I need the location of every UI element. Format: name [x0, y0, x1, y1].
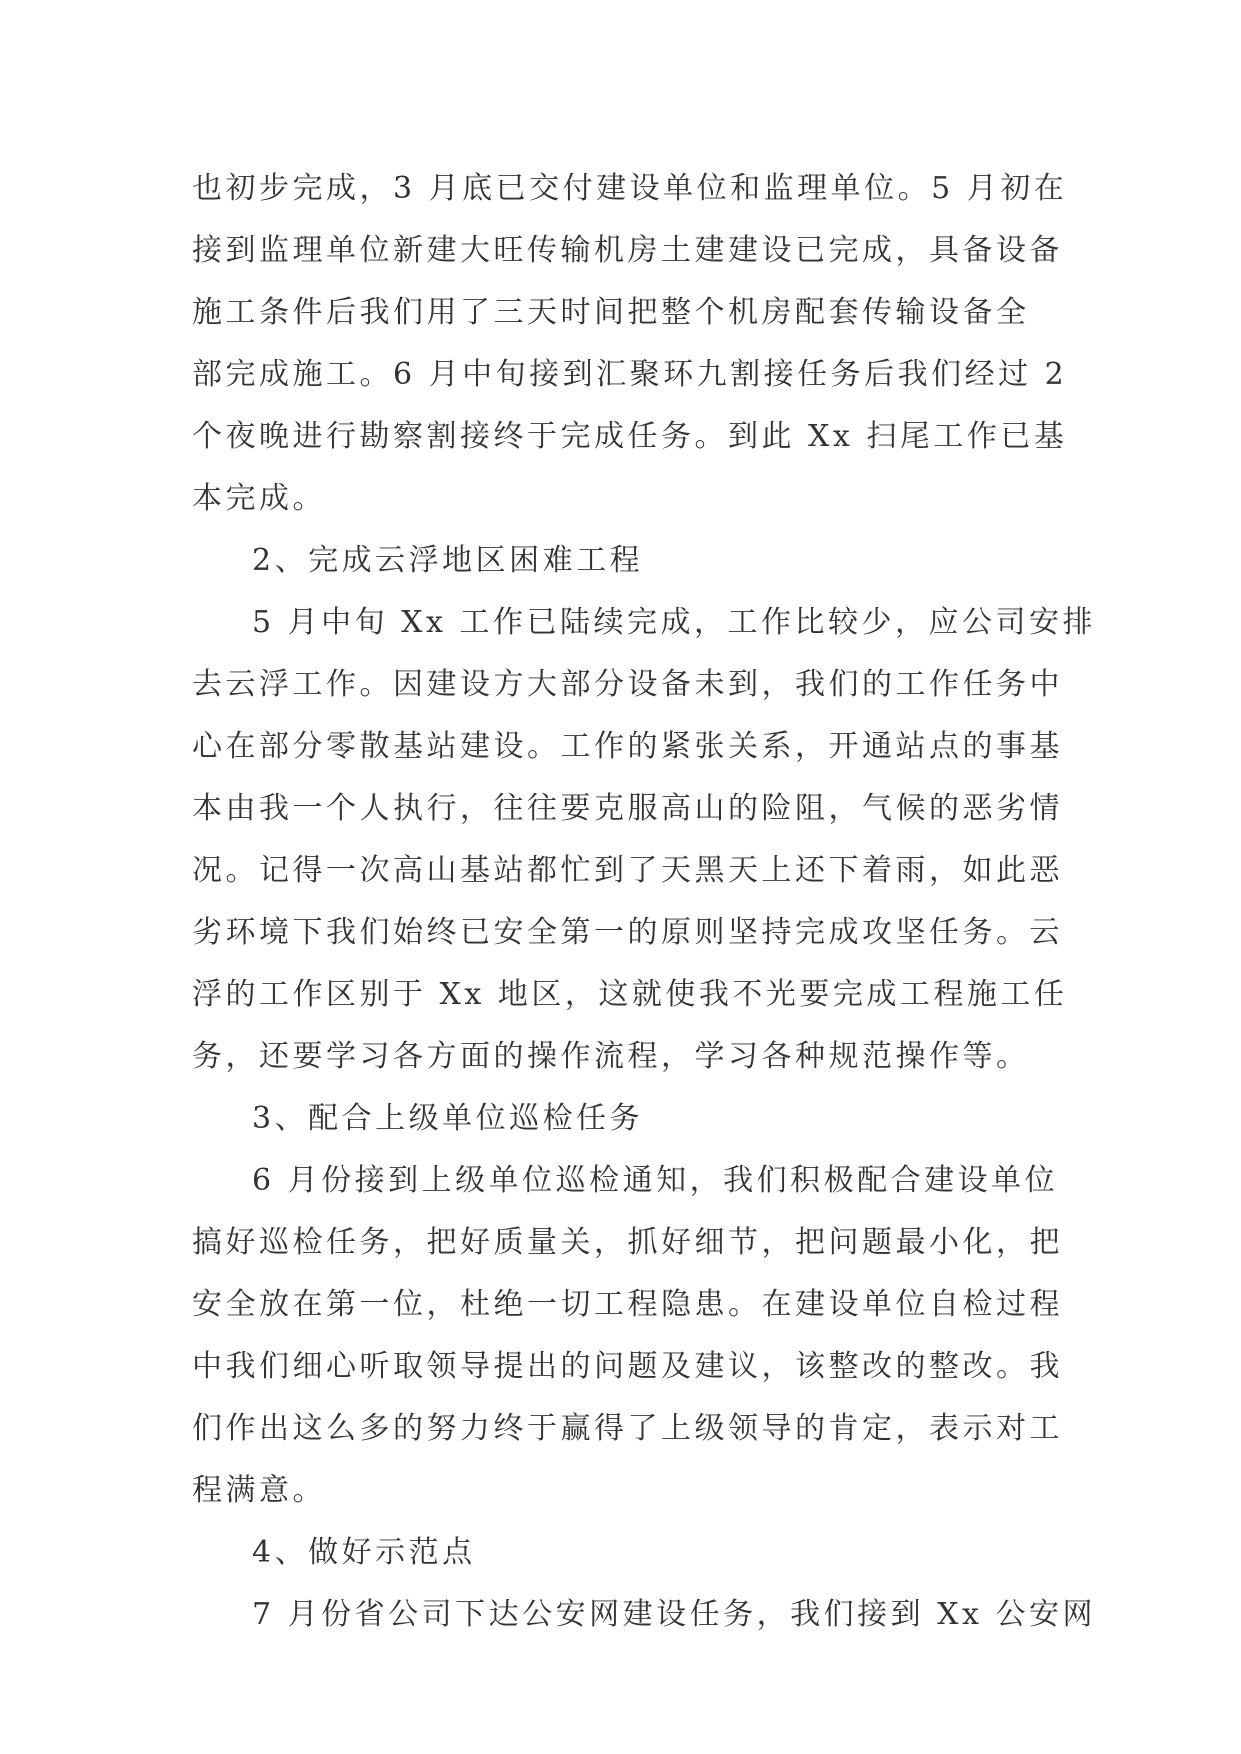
- text-line: 搞好巡检任务，把好质量关，抓好细节，把问题最小化，把: [192, 1225, 1063, 1260]
- text-line: 心在部分零散基站建设。工作的紧张关系，开通站点的事基: [192, 729, 1063, 764]
- text-line: 接到监理单位新建大旺传输机房土建建设已完成，具备设备: [192, 233, 1063, 268]
- text-line: 安全放在第一位，杜绝一切工程隐患。在建设单位自检过程: [192, 1287, 1063, 1322]
- document-body: [192, 158, 1096, 1646]
- text-line: 也初步完成，3 月底已交付建设单位和监理单位。5 月初在: [192, 171, 1068, 206]
- text-line: 部完成施工。6 月中旬接到汇聚环九割接任务后我们经过 2: [192, 357, 1068, 392]
- text-line: 况。记得一次高山基站都忙到了天黑天上还下着雨，如此恶: [192, 853, 1063, 888]
- text-line: 本由我一个人执行，往往要克服高山的险阻，气候的恶劣情: [192, 791, 1063, 826]
- text-line: 浮的工作区别于 Xx 地区，这就使我不光要完成工程施工任: [192, 977, 1068, 1012]
- section-heading: 2、完成云浮地区困难工程: [252, 543, 644, 578]
- text-line: 中我们细心听取领导提出的问题及建议，该整改的整改。我: [192, 1349, 1063, 1384]
- section-heading: 4、做好示范点: [252, 1535, 476, 1570]
- text-line: 们作出这么多的努力终于赢得了上级领导的肯定，表示对工: [192, 1411, 1063, 1446]
- text-line: 务，还要学习各方面的操作流程，学习各种规范操作等。: [192, 1039, 1030, 1074]
- text-line: 劣环境下我们始终已安全第一的原则坚持完成攻坚任务。云: [192, 915, 1063, 950]
- text-line: 6 月份接到上级单位巡检通知，我们积极配合建设单位: [252, 1163, 1059, 1198]
- text-line: 个夜晚进行勘察割接终于完成任务。到此 Xx 扫尾工作已基: [192, 419, 1068, 454]
- text-line: 5 月中旬 Xx 工作已陆续完成，工作比较少，应公司安排: [252, 605, 1096, 640]
- section-heading: 3、配合上级单位巡检任务: [252, 1101, 644, 1136]
- text-line: 7 月份省公司下达公安网建设任务，我们接到 Xx 公安网: [252, 1597, 1096, 1632]
- text-line: 施工条件后我们用了三天时间把整个机房配套传输设备全: [192, 295, 1030, 330]
- text-line: 本完成。: [192, 481, 326, 516]
- text-line: 去云浮工作。因建设方大部分设备未到，我们的工作任务中: [192, 667, 1063, 702]
- text-line: 程满意。: [192, 1473, 326, 1508]
